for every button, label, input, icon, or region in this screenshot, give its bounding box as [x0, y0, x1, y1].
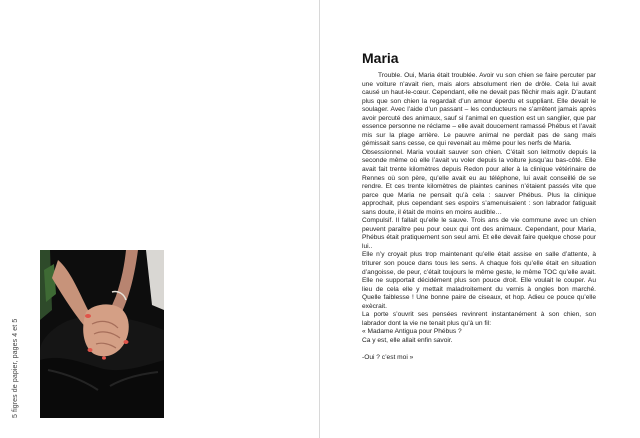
- paragraph: Ca y est, elle allait enfin savoir.: [362, 336, 453, 344]
- left-page: [0, 0, 319, 438]
- page-caption: 5 figres de papier, pages 4 et 5: [12, 318, 19, 418]
- chapter-title: Maria: [362, 50, 399, 66]
- paragraph: La porte s’ouvrit ses pensées revinrent instantanément à son chien, son labrador dont la vie ne tenait plus qu’à un fil:: [362, 311, 596, 327]
- paragraph: -Oui ? c’est moi »: [362, 354, 414, 361]
- paragraph: Trouble. Oui, Maria était troublée. Avoir vu son chien se faire percuter par une voiture n’avait rien, mais alors absolument rien de drôle. Cela lui avait causé un haut-le-cœur. Cependant, elle ne devait pas flêchir mais agir. D’autant plus que son chien la regardait d’un amour éperdu et suppliant. Elle devait le soulager. Avec l’aide d’un passant – les conducteurs ne s’arrêtent jamais après avoir percuté des animaux, sauf si l’animal en question est un sanglier, que par essence personne ne réclame – elle avait doucement ramassé Phébus et l’avait mis sur la plage arrière. Le pauvre animal ne perdait pas de sang mais gémissait sans cesse, ce qui revenait au même pour les nerfs de Maria.: [362, 72, 596, 148]
- paragraph: « Madame Antigua pour Phébus ?: [362, 328, 462, 336]
- paragraph: Obsessionnel. Maria voulait sauver son chien. C’était son leitmotiv depuis la seconde même où elle l’avait vu voler depuis la voiture jusqu’au bas-côté. Elle avait fait trente kilomètres depuis Redon pour aller à la clinique vétérinaire de Rennes où son père, qu’elle avait eu au téléphone, lui avait conseillé de se rendre. Et ces trente kilomètres de plaintes canines n’étaient passés vite que parce que Maria ne pensait qu’à cela : sauver Phébus. Plus la clinique approchait, plus cependant ses espoirs s’amenuisaient : son labrador fatiguait sans doute, il était de moins en moins audible…: [362, 148, 596, 216]
- hands-photo: [40, 250, 164, 418]
- paragraph: Compulsif. Il fallait qu’elle le sauve. Trois ans de vie commune avec un chien peuvent paraître peu pour ceux qui ont des animaux. Cependant, pour Maria, Phébus était pratiquement son seul ami. Et elle devait faire quelque chose pour lui..: [362, 217, 596, 250]
- paragraph: Elle n’y croyait plus trop maintenant qu’elle était assise en salle d’attente, à triturer son pouce dans tous les sens. A chaque fois qu’elle était en situation d’angoisse, de peur, c’était toujours le même geste, le même TOC qu’elle avait. Elle ne supportait décidément plus son pouce droit. Elle voulait le couper. Au lieu de cela elle y mettait maladroitement du vernis à ongles bon marché. Quelle faiblesse ! Une bonne paire de ciseaux, et hop. Adieu ce pouce qu’elle exècrait.: [362, 251, 596, 310]
- chapter-body: [362, 72, 596, 363]
